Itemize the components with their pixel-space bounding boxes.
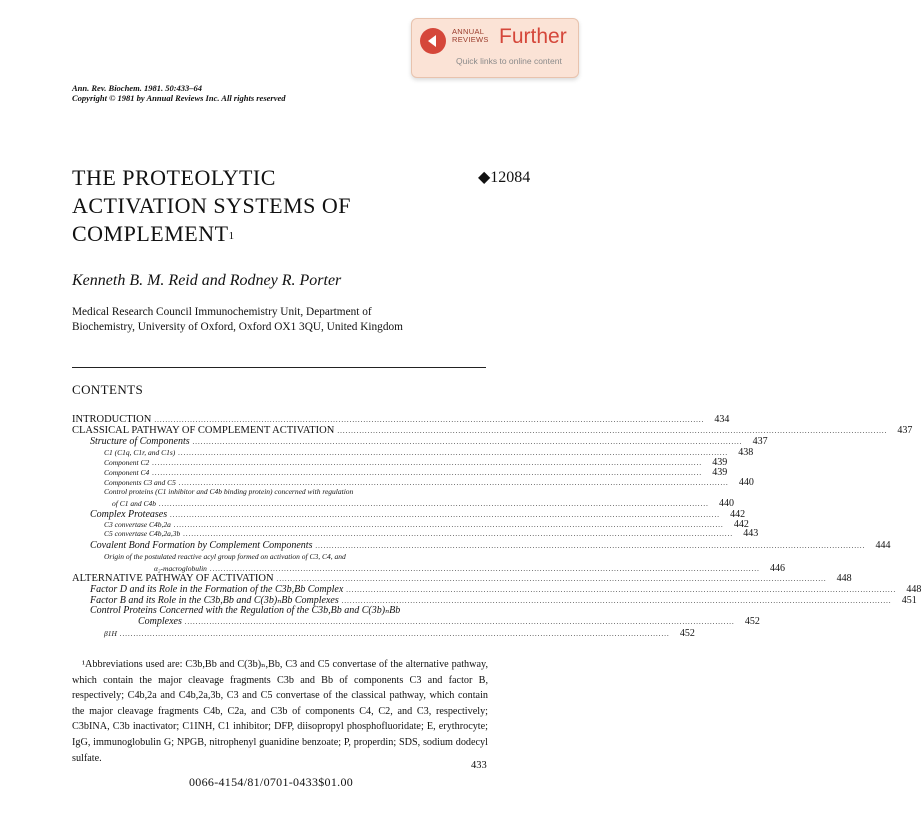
toc-entry-page: 438 (738, 447, 754, 458)
toc-entry (72, 498, 734, 509)
toc-leader-dots: ........................................................................................................................................................................................................ (119, 630, 670, 638)
toc-entry (72, 540, 891, 551)
affiliation: Medical Research Council Immunochemistry Unit, Department of Biochemistry, University of Oxford, Oxford OX1 3QU, United Kingdom (72, 306, 403, 333)
toc-leader-dots: ........................................................................................................................................................................................................ (178, 449, 729, 457)
toc-entry-page: 444 (875, 540, 891, 551)
abbreviations-footnote: ¹Abbreviations used are: C3b,Bb and C(3b)ₙ,Bb, C3 and C5 convertase of the alternative pathway, which contain the major cleavage fragments C3b and Bb of components C3 and factor B, respectively; C4b,2a and C4b,2a,3b, C3 and C5 convertase of the classical pathway, which contain the major cleavage fragments C4b, C2a, and C3b of components C4, C2, and C3, respectively; C3bINA, C3b inactivator; C1INH, C1 inhibitor; DFP, diisopropyl phosphofluoridate; E, erythrocyte; IgG, immunoglobulin G; NPGB, nitrophenyl guanidine benzoate; P, properdin; SDS, sodium dodecyl sulfate. (72, 659, 488, 764)
horizontal-rule (72, 367, 486, 368)
toc-leader-dots: ........................................................................................................................................................................................................ (152, 469, 703, 477)
toc-entry (72, 528, 759, 539)
toc-entry-title: Component C2 (104, 458, 150, 467)
toc-entry-title: Components C3 and C5 (104, 478, 176, 487)
toc-leader-dots: ........................................................................................................................................................................................................ (192, 438, 743, 446)
toc-entry-title: of C1 and C4b (112, 499, 156, 508)
article-title: THE PROTEOLYTIC ACTIVATION SYSTEMS OF COMPLEMENT$^1$ (72, 165, 352, 246)
toc-entry-page: 440 (718, 498, 734, 509)
toc-entry-title: Complex Proteases (90, 509, 168, 520)
toc-leader-dots: ........................................................................................................................................................................................................ (341, 597, 892, 605)
toc-entry-page: 434 (714, 414, 730, 425)
toc-entry-page: 448 (836, 573, 852, 584)
toc-entry-page: 443 (743, 528, 759, 539)
banner-further-label: Further (499, 25, 567, 48)
toc-entry (72, 584, 921, 595)
journal-citation: Ann. Rev. Biochem. 1981. 50:433–64 Copyright © 1981 by Annual Reviews Inc. All rights reserved (72, 83, 286, 103)
toc-entry-title: INTRODUCTION (72, 414, 152, 425)
annual-reviews-further-banner[interactable] (411, 18, 579, 78)
toc-entry-title: C3 convertase C4b,2a (104, 520, 171, 529)
toc-entry-title: Covalent Bond Formation by Complement Components (90, 540, 313, 551)
footnote-marker: 1 (228, 230, 235, 242)
toc-entry (72, 436, 768, 447)
copyright-code: 0066-4154/81/0701-0433$01.00 (189, 775, 354, 789)
toc-entry-title: β1H (104, 629, 117, 638)
toc-entry (72, 425, 913, 436)
authors: Kenneth B. M. Reid and Rodney R. Porter (72, 272, 342, 289)
banner-subtitle[interactable]: Quick links to online content (456, 56, 562, 66)
document-number: ◆12084 (478, 169, 531, 186)
banner-logo-text: ANNUAL REVIEWS (452, 27, 489, 44)
toc-entry (72, 573, 852, 584)
toc-entry-page: 439 (712, 467, 728, 478)
toc-entry (72, 628, 695, 639)
toc-entry-title: Factor B and its Role in the C3b,Bb and C(3b)ₙBb Complexes (90, 595, 339, 606)
toc-entry (72, 616, 760, 627)
toc-leader-dots: ........................................................................................................................................................................................................ (158, 500, 709, 508)
toc-entry-title: Control proteins (C1 inhibitor and C4b binding protein) concerned with regulation (104, 487, 354, 496)
toc-entry-page: 446 (769, 563, 785, 574)
toc-entry-page: 452 (744, 616, 760, 627)
toc-entry-page: 437 (897, 425, 913, 436)
toc-leader-dots: ........................................................................................................................................................................................................ (337, 427, 888, 435)
toc-leader-dots: ........................................................................................................................................................................................................ (173, 521, 724, 529)
toc-leader-dots: ........................................................................................................................................................................................................ (183, 530, 734, 538)
toc-entry-title: C1 (C1q, C1r, and C1s) (104, 448, 176, 457)
toc-entry-page: 439 (712, 457, 728, 468)
toc-entry-title: Structure of Components (90, 436, 190, 447)
toc-entry-page: 442 (730, 509, 746, 520)
toc-leader-dots: ........................................................................................................................................................................................................ (178, 479, 729, 487)
toc-entry-page: 440 (738, 477, 754, 488)
toc-entry-title: Origin of the postulated reactive acyl group formed on activation of C3, C4, and (104, 552, 346, 561)
toc-entry (72, 605, 490, 616)
toc-leader-dots: ........................................................................................................................................................................................................ (170, 511, 721, 519)
toc-leader-dots: ........................................................................................................................................................................................................ (154, 416, 705, 424)
toc-entry-page: 451 (901, 595, 917, 606)
toc-leader-dots: ........................................................................................................................................................................................................ (184, 618, 735, 626)
toc-leader-dots: ........................................................................................................................................................................................................ (315, 542, 866, 550)
toc-entry-title: Component C4 (104, 468, 150, 477)
play-icon (420, 28, 446, 54)
toc-leader-dots: ........................................................................................................................................................................................................ (346, 586, 897, 594)
toc-leader-dots: ........................................................................................................................................................................................................ (276, 575, 827, 583)
toc-entry-title: ALTERNATIVE PATHWAY OF ACTIVATION (72, 573, 274, 584)
toc-entry-page: 452 (679, 628, 695, 639)
toc-entry-title: α₂-macroglobulin (154, 564, 207, 573)
toc-entry-page: 442 (733, 519, 749, 530)
toc-entry-title: Factor D and its Role in the Formation of the C3b,Bb Complex (90, 584, 344, 595)
page-number: 433 (471, 760, 487, 771)
toc-leader-dots: ........................................................................................................................................................................................................ (152, 459, 703, 467)
toc-entry-title: CLASSICAL PATHWAY OF COMPLEMENT ACTIVATION (72, 425, 335, 436)
toc-entry-page: 448 (906, 584, 921, 595)
toc-entry (72, 414, 730, 425)
toc-entry (72, 487, 490, 496)
toc-entry-title: Control Proteins Concerned with the Regulation of the C3b,Bb and C(3b)ₙBb (90, 605, 401, 616)
toc-entry-title: Complexes (138, 616, 182, 627)
toc-entry-page: 437 (752, 436, 768, 447)
toc-entry-title: C5 convertase C4b,2a,3b (104, 529, 181, 538)
toc-leader-dots: ........................................................................................................................................................................................................ (209, 565, 760, 573)
toc-entry (72, 552, 490, 561)
contents-heading: CONTENTS (72, 382, 144, 397)
